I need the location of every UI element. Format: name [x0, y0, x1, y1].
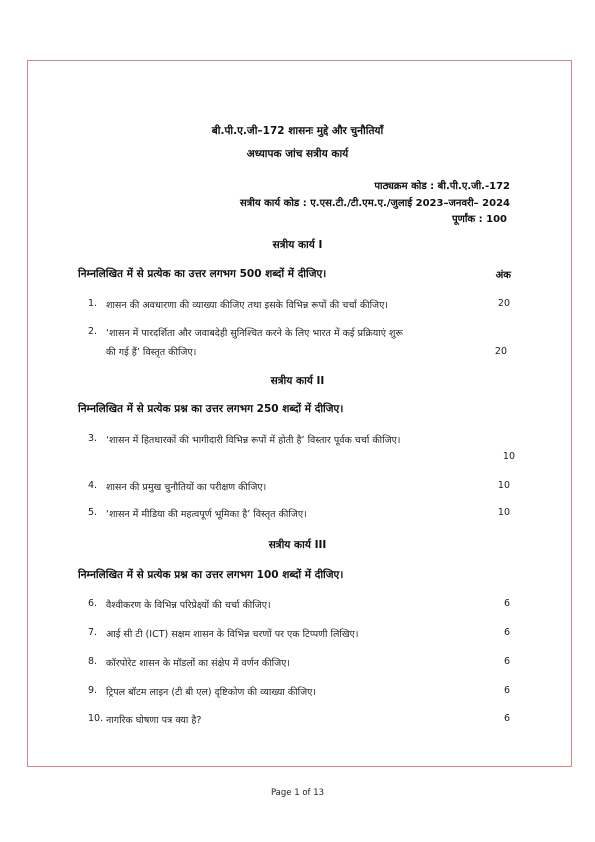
- page-number: Page 1 of 13: [270, 788, 325, 798]
- question-number: 7.: [88, 627, 98, 638]
- question-number: 6.: [88, 598, 98, 609]
- question-number: 1.: [88, 298, 98, 309]
- question-text: शासन की अवधारणा की व्याख्या कीजिए तथा इसके विभिन्न रूपों की चर्चा कीजिए।: [106, 300, 388, 311]
- question-text: नागरिक घोषणा पत्र क्या है?: [106, 715, 202, 726]
- question-text: वैश्वीकरण के विभिन्न परिप्रेक्ष्यों की चर्चा कीजिए।: [106, 600, 271, 611]
- question-marks: 20: [494, 346, 507, 357]
- course-code: पाठ्यक्रम कोड : बी.पी.ए.जी.-172: [374, 181, 510, 192]
- question-text: ‘शासन में मीडिया की महत्वपूर्ण भूमिका है’ विस्तृत कीजिए।: [106, 509, 307, 520]
- question-marks: 20: [497, 298, 510, 309]
- assignment-code: सत्रीय कार्य कोड : ए.एस.टी./टी.एम.ए./जुलाई 2023–जनवरी– 2024: [239, 198, 510, 209]
- question-number: 3.: [88, 433, 98, 444]
- document-subtitle: अध्यापक जांच सत्रीय कार्य: [246, 148, 349, 160]
- section-1-instruction: निम्नलिखित में से प्रत्येक का उत्तर लगभग 500 शब्दों में दीजिए।: [78, 268, 327, 280]
- question-text: आई सी टी (ICT) सक्षम शासन के विभिन्न चरणों पर एक टिप्पणी लिखिए।: [106, 629, 359, 640]
- question-marks: 6: [503, 598, 510, 609]
- question-marks: 6: [503, 627, 510, 638]
- question-number: 10.: [88, 713, 104, 724]
- question-text-continued: की गई हैं’ विस्तृत कीजिए।: [106, 347, 197, 358]
- question-number: 9.: [88, 685, 98, 696]
- question-number: 5.: [88, 507, 98, 518]
- section-2-instruction: निम्नलिखित में से प्रत्येक प्रश्न का उत्तर लगभग 250 शब्दों में दीजिए।: [78, 403, 344, 415]
- question-marks: 10: [497, 480, 510, 491]
- question-text: शासन की प्रमुख चुनौतियों का परीक्षण कीजिए।: [106, 482, 267, 493]
- question-number: 8.: [88, 656, 98, 667]
- question-marks: 6: [503, 713, 510, 724]
- question-text: कॉरपोरेट शासन के मॉडलों का संक्षेप में वर्णन कीजिए।: [106, 658, 290, 669]
- section-3-title: सत्रीय कार्य III: [268, 539, 327, 551]
- question-text: ट्रिपल बॉटम लाइन (टी बी एल) दृष्टिकोण की व्याख्या कीजिए।: [106, 687, 316, 698]
- question-marks: 6: [503, 656, 510, 667]
- max-marks: पूर्णांक : 100: [451, 214, 507, 225]
- question-marks: 10: [502, 451, 515, 462]
- question-text: ‘शासन में पारदर्शिता और जवाबदेही सुनिश्चित करने के लिए भारत में कई प्रक्रियाएं शुरू: [106, 328, 403, 339]
- section-3-instruction: निम्नलिखित में से प्रत्येक प्रश्न का उत्तर लगभग 100 शब्दों में दीजिए।: [78, 569, 344, 581]
- document-title: बी.पी.ए.जी–172 शासनः मुद्दे और चुनौतियाँ: [211, 125, 384, 137]
- question-text: ‘शासन में हितधारकों की भागीदारी विभिन्न रूपों में होती है’ विस्तार पूर्वक चर्चा कीजिए।: [106, 435, 401, 446]
- marks-header: अंक: [495, 270, 511, 281]
- question-number: 2.: [88, 326, 98, 337]
- section-1-title: सत्रीय कार्य I: [272, 239, 323, 251]
- question-marks: 6: [503, 685, 510, 696]
- section-2-title: सत्रीय कार्य II: [270, 375, 325, 387]
- question-number: 4.: [88, 480, 98, 491]
- question-marks: 10: [497, 507, 510, 518]
